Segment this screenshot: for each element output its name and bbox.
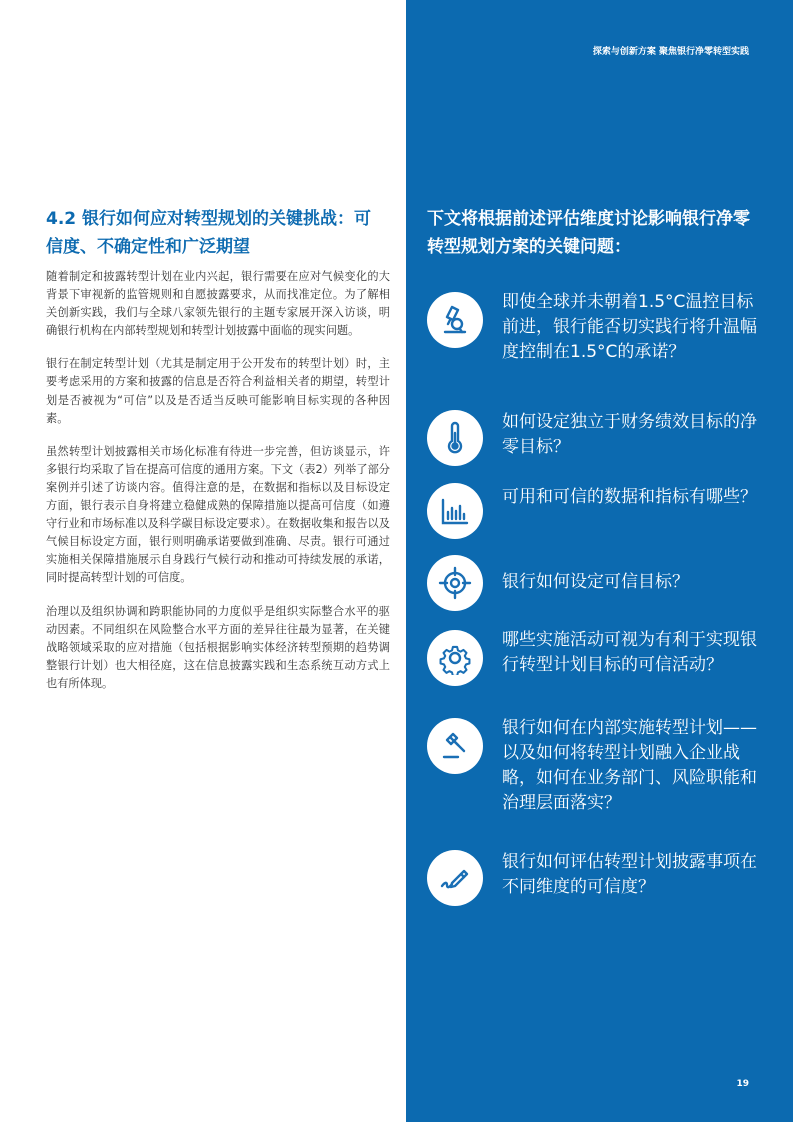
- pen-icon: [427, 850, 483, 906]
- section-title: 4.2 银行如何应对转型规划的关键挑战：可信度、不确定性和广泛期望: [46, 209, 372, 257]
- paragraph: 银行在制定转型计划（尤其是制定用于公开发布的转型计划）时，主要考虑采用的方案和披露的信息是否符合利益相关者的期望，转型计划是否被视为“可信”以及是否适当反映可能影响目标实现的各种因素。: [46, 357, 390, 425]
- paragraph: 随着制定和披露转型计划在业内兴起，银行需要在应对气候变化的大背景下审视新的监管规则和自愿披露要求，从而找准定位。为了解相关创新实践，我们与全球八家领先银行的主题专家展开深入访谈，明确银行机构在内部转型规划和转型计划披露中面临的现实问题。: [46, 270, 390, 338]
- paragraph: 治理以及组织协调和跨职能协同的力度似乎是组织实际整合水平的驱动因素。不同组织在风险整合水平方面的差异往往最为显著，在关键战略领域采取的应对措施（包括根据影响实体经济转型预期的趋势调整银行计划）也大相径庭，这在信息披露实践和生态系统互动方式上也有所体现。: [46, 604, 390, 690]
- question-text: 可用和可信的数据和指标有哪些？: [502, 487, 757, 507]
- target-icon: [427, 555, 483, 611]
- question-text: 即使全球并未朝着1.5°C温控目标前进，银行能否切实践行将升温幅度控制在1.5°C的承诺？: [502, 292, 757, 362]
- page-number: 19: [736, 1079, 749, 1089]
- paragraph: 虽然转型计划披露相关市场化标准有待进一步完善，但访谈显示，许多银行均采取了旨在提高可信度的通用方案。下文（表2）列举了部分案例并引述了访谈内容。值得注意的是，在数据和指标以及目标设定方面，银行表示自身将建立稳健成熟的保障措施以提高可信度（如遵守行业和市场标准以及科学碳目标设定要求）。在数据收集和报告以及气候目标设定方面，银行则明确承诺要做到准确、尽责。银行可通过实施相关保障措施展示自身践行气候行动和推动可持续发展的承诺，同时提高转型计划的可信度。: [46, 444, 390, 585]
- gavel-icon: [427, 718, 483, 774]
- body-text: [46, 268, 390, 708]
- question-text: 银行如何评估转型计划披露事项在不同维度的可信度？: [502, 852, 757, 897]
- question-text: 如何设定独立于财务绩效目标的净零目标？: [502, 412, 757, 457]
- question-text: 银行如何设定可信目标？: [502, 572, 689, 592]
- thermometer-icon: [427, 410, 483, 466]
- microscope-icon: [427, 292, 483, 348]
- bar-chart-icon: [427, 483, 483, 539]
- gear-icon: [427, 630, 483, 686]
- question-text: 银行如何在内部实施转型计划——以及如何将转型计划融入企业战略，如何在业务部门、风险职能和治理层面落实？: [502, 718, 757, 813]
- questions-intro-title: 下文将根据前述评估维度讨论影响银行净零转型规划方案的关键问题：: [427, 209, 750, 257]
- question-text: 哪些实施活动可视为有利于实现银行转型计划目标的可信活动？: [502, 630, 757, 675]
- header-tag: 探索与创新方案 聚焦银行净零转型实践: [592, 47, 749, 57]
